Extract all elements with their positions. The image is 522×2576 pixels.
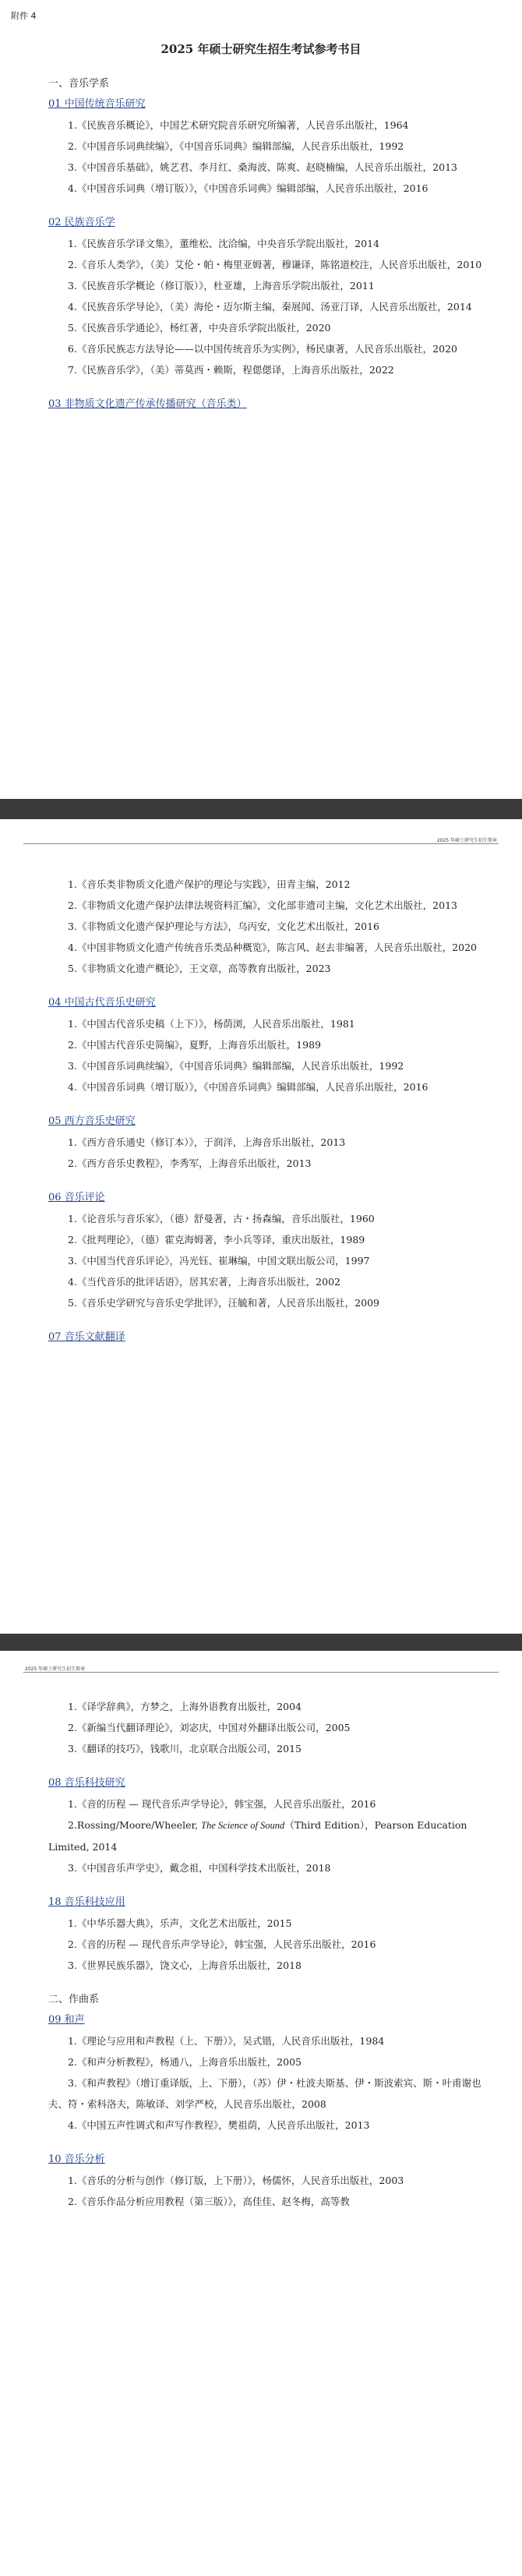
header-rule: [23, 1672, 499, 1673]
list-item: 1.《西方音乐通史（修订本）》，于润洋，上海音乐出版社，2013: [68, 1136, 346, 1148]
list-item: 4.《中国五声性调式和声写作教程》，樊祖荫，人民音乐出版社，2013: [68, 2119, 370, 2131]
list-item: 1.《中国古代音乐史稿（上下）》，杨荫浏，人民音乐出版社，1981: [68, 1018, 355, 1030]
list-item: 5.《音乐史学研究与音乐史学批评》，汪毓和著，人民音乐出版社，2009: [68, 1297, 379, 1309]
list-item: 2.《新编当代翻译理论》，刘宓庆，中国对外翻译出版公司，2005: [68, 1722, 351, 1733]
page3-content: [48, 1696, 485, 2212]
section-heading-09[interactable]: 09 和声: [48, 2014, 85, 2026]
section-heading-08[interactable]: 08 音乐科技研究: [48, 1777, 125, 1789]
item-authors: 2.Rossing/Moore/Wheeler,: [68, 1819, 199, 1831]
list-item: 3.《世界民族乐器》，饶文心，上海音乐出版社，2018: [68, 1959, 302, 1971]
dept-heading-composition: 二、作曲系: [48, 1994, 100, 2005]
list-item: 3.《中国音乐基础》，姚艺君、李月红、桑海波、陈爽、赵晓楠编，人民音乐出版社，2013: [68, 161, 457, 173]
list-item: 5.《民族音乐学通论》，杨红著，中央音乐学院出版社，2020: [68, 322, 331, 334]
list-item: 4.《当代音乐的批评话语》，居其宏著，上海音乐出版社，2002: [68, 1276, 340, 1288]
list-item: 3.《中国音乐词典续编》，《中国音乐词典》编辑部编，人民音乐出版社，1992: [68, 1060, 404, 1072]
list-item: 4.《中国音乐词典（增订版）》，《中国音乐词典》编辑部编，人民音乐出版社，2016: [68, 1081, 429, 1093]
list-item: 1.《民族音乐概论》，中国艺术研究院音乐研究所编著，人民音乐出版社，1964: [68, 119, 409, 131]
page2-content: [48, 874, 485, 1348]
running-header: 2025 年硕士研究生招生简章: [436, 838, 497, 843]
section-heading-07[interactable]: 07 音乐文献翻译: [48, 1331, 125, 1343]
list-item: 7.《民族音乐学》，（美）蒂莫西・赖斯，程偲偲译，上海音乐出版社，2022: [68, 364, 394, 376]
list-item: 5.《非物质文化遗产概论》，王文章，高等教育出版社，2023: [68, 963, 331, 974]
list-item: 3.《中国音乐声学史》，戴念祖，中国科学技术出版社，2018: [68, 1862, 331, 1874]
list-item: 2.《非物质文化遗产保护法律法规资料汇编》，文化部非遗司主编，文化艺术出版社，2013: [68, 899, 457, 911]
list-item: 6.《音乐民族志方法导论——以中国传统音乐为实例》，杨民康著，人民音乐出版社，2020: [68, 343, 457, 355]
page-1: [0, 0, 522, 799]
list-item: 2.《和声分析教程》，杨通八，上海音乐出版社，2005: [68, 2056, 302, 2068]
list-item: 3.《中国当代音乐评论》，冯光钰、崔琳编，中国文联出版公司，1997: [68, 1255, 370, 1267]
list-item: 1.《音乐的分析与创作（修订版，上下册）》，杨儒怀，人民音乐出版社，2003: [68, 2175, 404, 2186]
attachment-label: 附件 4: [11, 11, 37, 21]
item-book-title: The Science of Sound: [201, 1820, 285, 1831]
section-heading-10[interactable]: 10 音乐分析: [48, 2154, 105, 2165]
list-item: 4.《民族音乐学导论》，（美）海伦・迈尔斯主编，秦展闻、汤亚汀译，人民音乐出版社，2014: [68, 301, 472, 313]
list-item: 3.《翻译的技巧》，钱歌川，北京联合出版公司，2015: [68, 1743, 302, 1754]
list-item: 4.《中国音乐词典（增订版）》，《中国音乐词典》编辑部编，人民音乐出版社，2016: [68, 182, 429, 194]
page-separator: [0, 1634, 522, 1651]
section-heading-18[interactable]: 18 音乐科技应用: [48, 1896, 125, 1908]
page-2: [0, 819, 522, 1634]
list-item: 2.《中国音乐词典续编》，《中国音乐词典》编辑部编，人民音乐出版社，1992: [68, 140, 404, 152]
section-heading-02[interactable]: 02 民族音乐学: [48, 217, 115, 228]
list-item: 1.《音的历程 — 现代音乐声学导论》，韩宝强，人民音乐出版社，2016: [68, 1798, 376, 1810]
section-heading-05[interactable]: 05 西方音乐史研究: [48, 1115, 136, 1127]
list-item: 2.《音乐作品分析应用教程（第三版）》，高佳佳、赵冬梅，高等教: [68, 2196, 350, 2207]
list-item: 2.《西方音乐史教程》，李秀军，上海音乐出版社，2013: [68, 1157, 312, 1169]
section-heading-04[interactable]: 04 中国古代音乐史研究: [48, 997, 156, 1009]
item-edition: （Third Edition），Pearson Education Limited, 2014: [48, 1819, 467, 1853]
dept-heading-musicology: 一、音乐学系: [48, 78, 110, 90]
page-3: [0, 1651, 522, 2576]
list-item: 1.《音乐类非物质文化遗产保护的理论与实践》，田青主编，2012: [68, 878, 351, 890]
header-rule: [23, 843, 499, 844]
page1-content: [48, 76, 485, 415]
document-title: 2025 年硕士研究生招生考试参考书目: [160, 42, 362, 56]
list-item: 2.《批判理论》，（德）霍克海姆著，李小兵等译，重庆出版社，1989: [68, 1234, 365, 1246]
list-item: 1.《论音乐与音乐家》，（德）舒曼著，古・扬森编，音乐出版社，1960: [68, 1213, 375, 1224]
list-item: 2.《中国古代音乐史简编》，夏野，上海音乐出版社，1989: [68, 1039, 321, 1051]
list-item: 1.《理论与应用和声教程（上、下册）》，吴式锴，人民音乐出版社，1984: [68, 2035, 385, 2047]
list-item: 2.《音乐人类学》，（美）艾伦・帕・梅里亚姆著，穆谦译，陈铭道校注，人民音乐出版社，2010: [68, 259, 482, 270]
list-item: 1.《译学辞典》，方梦之，上海外语教育出版社，2004: [68, 1701, 302, 1712]
list-item: 1.《中华乐器大典》，乐声，文化艺术出版社，2015: [68, 1917, 292, 1929]
list-item: 3.《非物质文化遗产保护理论与方法》，乌丙安，文化艺术出版社，2016: [68, 921, 379, 932]
list-item-english-book: [48, 1815, 485, 1857]
section-heading-06[interactable]: 06 音乐评论: [48, 1192, 105, 1203]
list-item: 4.《中国非物质文化遗产传统音乐类品种概览》，陈言风、赵去非编著，人民音乐出版社，2020: [68, 942, 477, 953]
page-separator: [0, 799, 522, 819]
list-item: 3.《和声教程》（增订重译版，上、下册），（苏）伊・杜波夫斯基、伊・斯波索宾、斯・叶甫谢也夫、符・索科洛夫，陈敏译、刘学严校，人民音乐出版社，2008: [48, 2077, 481, 2110]
running-header: 2025 年硕士研究生招生简章: [25, 1666, 86, 1672]
list-item: 2.《音的历程 — 现代音乐声学导论》，韩宝强，人民音乐出版社，2016: [68, 1938, 376, 1950]
list-item: 3.《民族音乐学概论（修订版）》，杜亚雄，上海音乐学院出版社，2011: [68, 280, 375, 292]
section-heading-01[interactable]: 01 中国传统音乐研究: [48, 98, 146, 110]
list-item: 1.《民族音乐学译文集》，董维松、沈洽编，中央音乐学院出版社，2014: [68, 238, 379, 249]
section-heading-03[interactable]: 03 非物质文化遗产传承传播研究（音乐类）: [48, 398, 247, 410]
